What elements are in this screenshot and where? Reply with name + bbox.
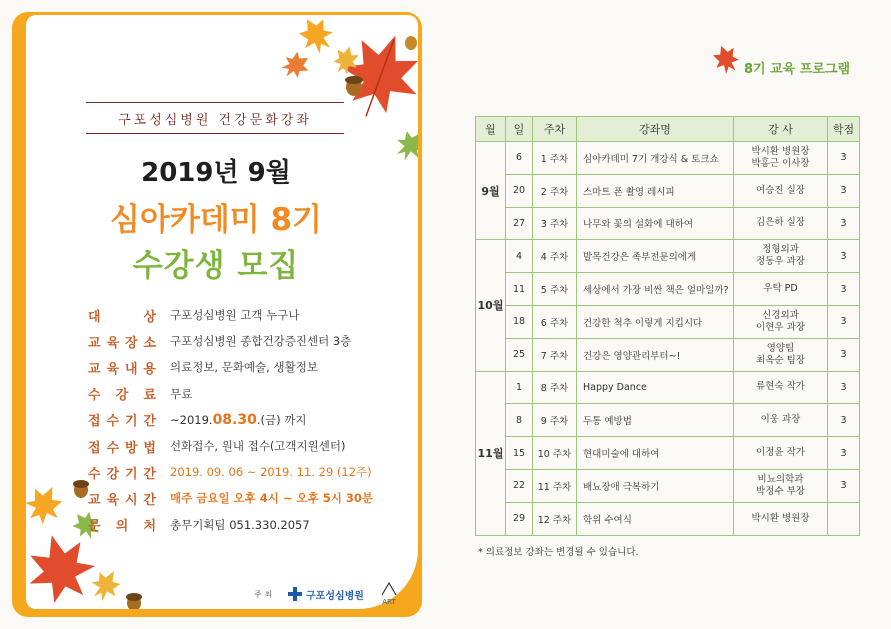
day-cell: 20	[506, 174, 533, 207]
table-row	[476, 371, 860, 404]
credit-cell: 3	[828, 174, 860, 207]
info-value: 선화접수, 원내 접수(고객지원센터)	[170, 439, 346, 454]
topic-cell: 두통 예방법	[577, 404, 734, 437]
day-cell: 18	[506, 305, 533, 338]
credit-cell: 3	[828, 207, 860, 240]
credit-cell: 3	[828, 469, 860, 502]
lecturer-cell	[734, 502, 828, 535]
lecturer-line: 박시환 병원장	[751, 512, 810, 524]
info-label: 수 강 료	[88, 388, 156, 404]
week-cell: 10 주차	[533, 437, 577, 470]
lecturer-line: 김은하 실장	[756, 217, 805, 229]
info-value: 2019. 09. 06 ~ 2019. 11. 29 (12주)	[170, 465, 372, 480]
maple-leaf-icon	[706, 44, 746, 74]
month-cell: 10월	[476, 240, 506, 371]
topic-cell: 현대미술에 대하여	[577, 437, 734, 470]
info-value: 구포성심병원 종합건강증진센터 3층	[170, 334, 352, 349]
info-row-contact	[88, 512, 373, 538]
month-cell: 9월	[476, 142, 506, 240]
lecturer-cell	[734, 240, 828, 273]
banner-text: 구포성심병원 건강문화강좌	[118, 112, 312, 128]
info-value-deadline: 08.30	[212, 411, 257, 428]
lecturer-cell	[734, 404, 828, 437]
topic-cell: 세상에서 가장 비싼 책은 얼마일까?	[577, 273, 734, 306]
lecturer-line: 우탁 PD	[763, 283, 798, 295]
credit-cell: 3	[828, 437, 860, 470]
table-row	[476, 437, 860, 470]
info-label: 문 의 처	[88, 519, 156, 535]
credit-cell: 3	[828, 305, 860, 338]
info-label: 교 육 장 소	[88, 335, 156, 351]
lecturer-line: 박시환 병원장	[751, 145, 810, 157]
topic-cell: 심아카데미 7기 개강식 & 토크쇼	[577, 142, 734, 175]
info-value: 무료	[170, 386, 193, 401]
week-cell: 1 주차	[533, 142, 577, 175]
lecturer-cell	[734, 371, 828, 404]
info-value: 구포성심병원 고객 누구나	[170, 308, 300, 323]
table-row	[476, 273, 860, 306]
lecturer-line: 이현우 과장	[756, 321, 805, 333]
info-label: 수 강 기 간	[88, 466, 156, 482]
day-cell: 1	[506, 371, 533, 404]
credit-cell: 3	[828, 142, 860, 175]
info-label: 접 수 방 법	[88, 440, 156, 456]
table-header-row	[476, 117, 860, 142]
info-row-class-time	[88, 485, 373, 511]
lecturer-cell	[734, 338, 828, 371]
program-note: * 의료정보 강좌는 변경될 수 있습니다.	[478, 547, 639, 558]
info-label: 교 육 시 간	[88, 492, 156, 508]
week-cell: 4 주차	[533, 240, 577, 273]
week-cell: 9 주차	[533, 404, 577, 437]
table-row	[476, 404, 860, 437]
topic-cell: 스마트 폰 촬영 레시피	[577, 174, 734, 207]
table-row	[476, 469, 860, 502]
info-label: 대 상	[88, 309, 156, 325]
info-value	[170, 412, 306, 428]
table-row	[476, 502, 860, 535]
cross-icon	[288, 587, 302, 601]
info-label: 교 육 내 용	[88, 361, 156, 377]
header-month: 월	[476, 117, 506, 142]
lecturer-cell	[734, 142, 828, 175]
lecturer-line: 정형외과	[762, 244, 799, 256]
lecturer-cell	[734, 207, 828, 240]
day-cell: 27	[506, 207, 533, 240]
info-row-target	[88, 302, 373, 328]
info-row-content	[88, 354, 373, 380]
table-row	[476, 174, 860, 207]
table-row	[476, 207, 860, 240]
art-logo	[380, 582, 398, 606]
hospital-logo-text: 구포성심병원	[306, 590, 364, 602]
program-banner	[86, 102, 344, 134]
header-credit: 학점	[828, 117, 860, 142]
week-cell: 8 주차	[533, 371, 577, 404]
lecturer-line: 이웅 과장	[760, 414, 801, 426]
title-sub: 수강생 모집	[132, 248, 300, 284]
week-cell: 7 주차	[533, 338, 577, 371]
art-mark-icon	[380, 582, 398, 596]
autumn-leaves-top-decoration	[276, 15, 418, 165]
day-cell: 25	[506, 338, 533, 371]
info-row-location	[88, 328, 373, 354]
host-label: 주 최	[254, 589, 272, 599]
day-cell: 4	[506, 240, 533, 273]
hospital-logo	[288, 587, 364, 602]
day-cell: 11	[506, 273, 533, 306]
lecturer-line: 류현숙 작가	[756, 381, 805, 393]
topic-cell: 학위 수여식	[577, 502, 734, 535]
table-row	[476, 142, 860, 175]
lecturer-line: 비뇨의학과	[757, 473, 804, 485]
lecturer-cell	[734, 305, 828, 338]
lecturer-line: 이정윤 작가	[756, 447, 805, 459]
info-list	[88, 302, 373, 538]
info-value: 매주 금요일 오후 4시 ~ 오후 5시 30분	[170, 491, 373, 506]
week-cell: 3 주차	[533, 207, 577, 240]
info-value-pre: ~2019.	[170, 412, 213, 427]
topic-cell: 나무와 꽃의 설화에 대하여	[577, 207, 734, 240]
credit-cell: 3	[828, 338, 860, 371]
topic-cell: 건강한 척추 이렇게 지킵시다	[577, 305, 734, 338]
month-cell: 11월	[476, 371, 506, 535]
credit-cell	[828, 502, 860, 535]
info-value-post: .(금) 까지	[256, 412, 307, 427]
info-label: 접 수 기 간	[88, 414, 156, 430]
table-row	[476, 338, 860, 371]
table-row	[476, 305, 860, 338]
lecturer-line: 정동우 과장	[756, 256, 805, 268]
program-table	[475, 116, 860, 536]
day-cell: 15	[506, 437, 533, 470]
day-cell: 8	[506, 404, 533, 437]
credit-cell: 3	[828, 273, 860, 306]
title-date: 2019년 9월	[141, 158, 291, 188]
topic-cell: 발목건강은 족부전문의에게	[577, 240, 734, 273]
lecturer-line: 신경외과	[762, 309, 799, 321]
lecturer-line: 박정수 부장	[756, 485, 805, 497]
topic-cell: 건강은 영양관리부터~!	[577, 338, 734, 371]
topic-cell: Happy Dance	[577, 371, 734, 404]
lecturer-cell	[734, 469, 828, 502]
info-row-registration-method	[88, 433, 373, 459]
poster-footer	[254, 582, 398, 606]
week-cell: 6 주차	[533, 305, 577, 338]
day-cell: 22	[506, 469, 533, 502]
header-topic: 강좌명	[577, 117, 734, 142]
table-row	[476, 240, 860, 273]
info-row-registration-period	[88, 407, 373, 433]
info-value: 의료정보, 문화예술, 생활정보	[170, 360, 318, 375]
week-cell: 2 주차	[533, 174, 577, 207]
week-cell: 11 주차	[533, 469, 577, 502]
program-title: 8기 교육 프로그램	[744, 62, 851, 77]
info-value: 총무기획팀 051.330.2057	[170, 517, 310, 532]
header-week: 주차	[533, 117, 577, 142]
topic-cell: 배뇨장애 극복하기	[577, 469, 734, 502]
credit-cell: 3	[828, 371, 860, 404]
info-row-course-period	[88, 459, 373, 485]
art-logo-text: ART	[382, 598, 396, 606]
lecturer-line: 영양팀	[766, 342, 795, 354]
day-cell: 6	[506, 142, 533, 175]
header-day: 일	[506, 117, 533, 142]
week-cell: 12 주차	[533, 502, 577, 535]
day-cell: 29	[506, 502, 533, 535]
credit-cell: 3	[828, 404, 860, 437]
lecturer-line: 박홍근 이사장	[751, 157, 810, 169]
lecturer-line: 최옥순 팀장	[756, 354, 805, 366]
info-row-fee	[88, 381, 373, 407]
title-main: 심아카데미 8기	[109, 202, 323, 238]
lecturer-cell	[734, 273, 828, 306]
lecturer-cell	[734, 174, 828, 207]
header-lecturer: 강 사	[734, 117, 828, 142]
week-cell: 5 주차	[533, 273, 577, 306]
credit-cell: 3	[828, 240, 860, 273]
lecturer-line: 여승진 실장	[756, 184, 805, 196]
lecturer-cell	[734, 437, 828, 470]
